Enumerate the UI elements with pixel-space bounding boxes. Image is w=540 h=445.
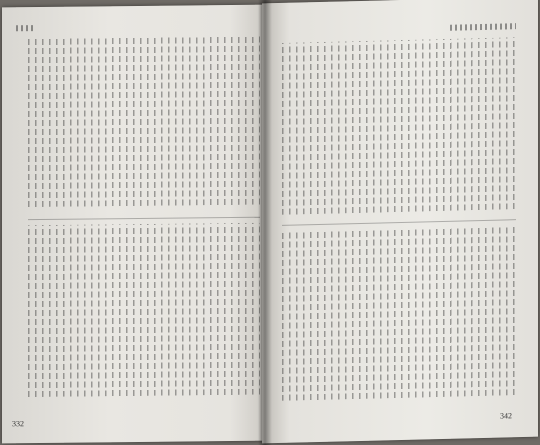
right-page-number: 342 <box>500 411 512 421</box>
right-upper-text-block <box>282 37 516 215</box>
right-page <box>262 0 538 443</box>
right-lower-text <box>282 225 516 401</box>
right-lower-text-block <box>282 225 516 401</box>
left-page <box>2 5 270 444</box>
left-lower-text-block <box>28 223 260 397</box>
left-section-divider <box>28 217 260 220</box>
left-upper-text <box>28 35 260 207</box>
left-lower-text <box>28 223 260 397</box>
right-upper-text <box>282 37 516 215</box>
left-running-header <box>16 25 34 31</box>
left-page-number: 332 <box>12 419 24 429</box>
book-gutter <box>258 0 272 445</box>
right-running-header <box>450 23 516 31</box>
left-upper-text-block <box>28 35 260 207</box>
right-section-divider <box>282 219 516 226</box>
